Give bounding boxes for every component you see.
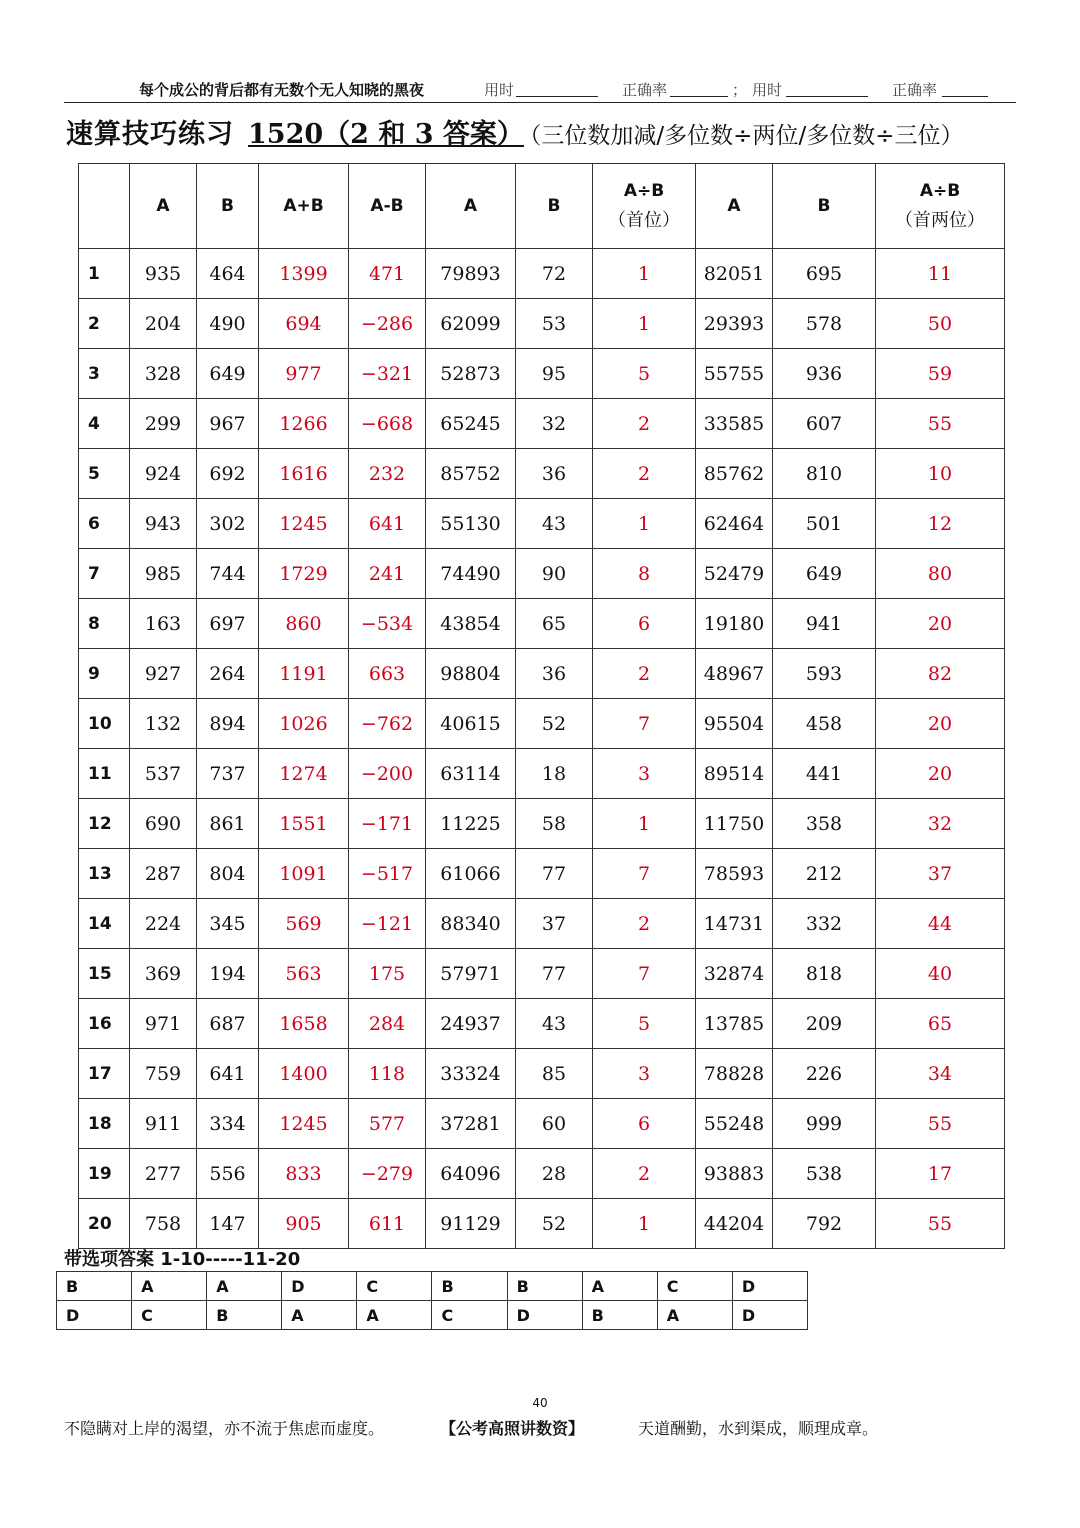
title-code: 1520（2 和 3 答案） bbox=[248, 119, 524, 150]
b1-cell: 894 bbox=[197, 699, 259, 749]
quotient-first-answer-cell: 3 bbox=[593, 749, 696, 799]
row-index-cell: 12 bbox=[79, 799, 130, 849]
b3-cell: 332 bbox=[773, 899, 876, 949]
option-cell: A bbox=[207, 1272, 282, 1301]
b3-cell: 209 bbox=[773, 999, 876, 1049]
a1-cell: 537 bbox=[130, 749, 197, 799]
a2-cell: 61066 bbox=[426, 849, 516, 899]
option-cell: A bbox=[582, 1272, 657, 1301]
quotient-two-answer-cell: 55 bbox=[876, 1199, 1005, 1249]
b2-cell: 53 bbox=[516, 299, 593, 349]
a2-cell: 11225 bbox=[426, 799, 516, 849]
b2-cell: 43 bbox=[516, 499, 593, 549]
diff-answer-cell: −279 bbox=[349, 1149, 426, 1199]
diff-answer-cell: 577 bbox=[349, 1099, 426, 1149]
option-cell: B bbox=[207, 1301, 282, 1330]
diff-answer-cell: 641 bbox=[349, 499, 426, 549]
quotient-first-answer-cell: 8 bbox=[593, 549, 696, 599]
sum-answer-cell: 694 bbox=[259, 299, 349, 349]
row-index-cell: 8 bbox=[79, 599, 130, 649]
b2-cell: 28 bbox=[516, 1149, 593, 1199]
quotient-first-answer-cell: 6 bbox=[593, 1099, 696, 1149]
page-number: 40 bbox=[532, 1396, 548, 1410]
quotient-two-answer-cell: 20 bbox=[876, 699, 1005, 749]
a2-cell: 52873 bbox=[426, 349, 516, 399]
quotient-two-answer-cell: 55 bbox=[876, 399, 1005, 449]
b3-cell: 358 bbox=[773, 799, 876, 849]
b1-cell: 641 bbox=[197, 1049, 259, 1099]
b1-cell: 556 bbox=[197, 1149, 259, 1199]
a1-cell: 924 bbox=[130, 449, 197, 499]
sum-answer-cell: 1274 bbox=[259, 749, 349, 799]
b2-cell: 32 bbox=[516, 399, 593, 449]
diff-answer-cell: 118 bbox=[349, 1049, 426, 1099]
b2-cell: 52 bbox=[516, 1199, 593, 1249]
a1-cell: 299 bbox=[130, 399, 197, 449]
quotient-two-answer-cell: 34 bbox=[876, 1049, 1005, 1099]
quotient-first-answer-cell: 5 bbox=[593, 349, 696, 399]
a1-cell: 927 bbox=[130, 649, 197, 699]
b2-cell: 72 bbox=[516, 249, 593, 299]
quotient-first-answer-cell: 1 bbox=[593, 1199, 696, 1249]
row-index-cell: 4 bbox=[79, 399, 130, 449]
a3-cell: 82051 bbox=[696, 249, 773, 299]
b3-cell: 212 bbox=[773, 849, 876, 899]
diff-answer-cell: −517 bbox=[349, 849, 426, 899]
a1-cell: 943 bbox=[130, 499, 197, 549]
row-index-cell: 15 bbox=[79, 949, 130, 999]
option-cell: B bbox=[507, 1272, 582, 1301]
a3-cell: 44204 bbox=[696, 1199, 773, 1249]
table-row bbox=[79, 749, 1005, 799]
table-row bbox=[79, 799, 1005, 849]
row-index-cell: 20 bbox=[79, 1199, 130, 1249]
sum-answer-cell: 860 bbox=[259, 599, 349, 649]
a2-cell: 33324 bbox=[426, 1049, 516, 1099]
quotient-two-answer-cell: 59 bbox=[876, 349, 1005, 399]
b3-cell: 458 bbox=[773, 699, 876, 749]
diff-answer-cell: 284 bbox=[349, 999, 426, 1049]
time-label-1: 用时 bbox=[484, 81, 515, 99]
title-main: 速算技巧练习 bbox=[66, 119, 234, 150]
a3-cell: 14731 bbox=[696, 899, 773, 949]
header-a1: A bbox=[130, 164, 197, 249]
sum-answer-cell: 1191 bbox=[259, 649, 349, 699]
sum-answer-cell: 1266 bbox=[259, 399, 349, 449]
a3-cell: 32874 bbox=[696, 949, 773, 999]
options-answer-table bbox=[56, 1271, 808, 1330]
sum-answer-cell: 1245 bbox=[259, 499, 349, 549]
b3-cell: 792 bbox=[773, 1199, 876, 1249]
diff-answer-cell: −668 bbox=[349, 399, 426, 449]
quotient-first-answer-cell: 2 bbox=[593, 649, 696, 699]
b1-cell: 737 bbox=[197, 749, 259, 799]
b3-cell: 441 bbox=[773, 749, 876, 799]
quotient-first-answer-cell: 1 bbox=[593, 499, 696, 549]
option-cell: D bbox=[732, 1272, 807, 1301]
diff-answer-cell: 663 bbox=[349, 649, 426, 699]
a3-cell: 29393 bbox=[696, 299, 773, 349]
table-row bbox=[79, 849, 1005, 899]
option-cell: A bbox=[357, 1301, 432, 1330]
table-row bbox=[79, 599, 1005, 649]
options-row bbox=[57, 1301, 808, 1330]
table-row bbox=[79, 399, 1005, 449]
diff-answer-cell: 175 bbox=[349, 949, 426, 999]
quotient-first-answer-cell: 2 bbox=[593, 899, 696, 949]
quotient-two-answer-cell: 80 bbox=[876, 549, 1005, 599]
a3-cell: 95504 bbox=[696, 699, 773, 749]
header-sum: A+B bbox=[259, 164, 349, 249]
header-row bbox=[79, 164, 1005, 249]
header-separator: ； bbox=[732, 81, 748, 99]
quotient-two-answer-cell: 44 bbox=[876, 899, 1005, 949]
b2-cell: 77 bbox=[516, 849, 593, 899]
title-subtitle: （三位数加减/多位数÷两位/多位数÷三位） bbox=[529, 123, 964, 149]
table-row bbox=[79, 249, 1005, 299]
table-row bbox=[79, 699, 1005, 749]
header-b2: B bbox=[516, 164, 593, 249]
quotient-two-answer-cell: 20 bbox=[876, 599, 1005, 649]
b1-cell: 334 bbox=[197, 1099, 259, 1149]
a2-cell: 85752 bbox=[426, 449, 516, 499]
header-b1: B bbox=[197, 164, 259, 249]
footer-middle: 【公考高照讲数资】 bbox=[440, 1419, 585, 1438]
a2-cell: 37281 bbox=[426, 1099, 516, 1149]
row-index-cell: 1 bbox=[79, 249, 130, 299]
quotient-first-answer-cell: 5 bbox=[593, 999, 696, 1049]
a2-cell: 74490 bbox=[426, 549, 516, 599]
quotient-first-answer-cell: 1 bbox=[593, 299, 696, 349]
row-index-cell: 9 bbox=[79, 649, 130, 699]
header-a2: A bbox=[426, 164, 516, 249]
time-label-2: 用时 bbox=[752, 81, 783, 99]
a1-cell: 132 bbox=[130, 699, 197, 749]
a1-cell: 911 bbox=[130, 1099, 197, 1149]
sum-answer-cell: 1551 bbox=[259, 799, 349, 849]
sum-answer-cell: 1616 bbox=[259, 449, 349, 499]
a2-cell: 64096 bbox=[426, 1149, 516, 1199]
a1-cell: 759 bbox=[130, 1049, 197, 1099]
sum-answer-cell: 833 bbox=[259, 1149, 349, 1199]
footer-right: 天道酬勤，水到渠成，顺理成章。 bbox=[638, 1419, 879, 1438]
quotient-first-answer-cell: 1 bbox=[593, 249, 696, 299]
b2-cell: 77 bbox=[516, 949, 593, 999]
a1-cell: 163 bbox=[130, 599, 197, 649]
sum-answer-cell: 1245 bbox=[259, 1099, 349, 1149]
quotient-two-answer-cell: 20 bbox=[876, 749, 1005, 799]
a3-cell: 55248 bbox=[696, 1099, 773, 1149]
table-row bbox=[79, 949, 1005, 999]
b1-cell: 744 bbox=[197, 549, 259, 599]
table-row bbox=[79, 349, 1005, 399]
b1-cell: 302 bbox=[197, 499, 259, 549]
b1-cell: 697 bbox=[197, 599, 259, 649]
b2-cell: 60 bbox=[516, 1099, 593, 1149]
b1-cell: 804 bbox=[197, 849, 259, 899]
b1-cell: 967 bbox=[197, 399, 259, 449]
b2-cell: 90 bbox=[516, 549, 593, 599]
b1-cell: 147 bbox=[197, 1199, 259, 1249]
a3-cell: 33585 bbox=[696, 399, 773, 449]
b2-cell: 95 bbox=[516, 349, 593, 399]
option-cell: A bbox=[282, 1301, 357, 1330]
b1-cell: 490 bbox=[197, 299, 259, 349]
page-title bbox=[66, 112, 1026, 151]
option-cell: D bbox=[57, 1301, 132, 1330]
header-quotient-two bbox=[876, 164, 1005, 249]
table-row bbox=[79, 1099, 1005, 1149]
quotient-two-answer-cell: 10 bbox=[876, 449, 1005, 499]
diff-answer-cell: −200 bbox=[349, 749, 426, 799]
a3-cell: 52479 bbox=[696, 549, 773, 599]
diff-answer-cell: −286 bbox=[349, 299, 426, 349]
option-cell: B bbox=[432, 1272, 507, 1301]
sum-answer-cell: 905 bbox=[259, 1199, 349, 1249]
a2-cell: 55130 bbox=[426, 499, 516, 549]
a1-cell: 224 bbox=[130, 899, 197, 949]
a2-cell: 65245 bbox=[426, 399, 516, 449]
sum-answer-cell: 977 bbox=[259, 349, 349, 399]
quotient-first-answer-cell: 1 bbox=[593, 799, 696, 849]
b2-cell: 18 bbox=[516, 749, 593, 799]
row-index-cell: 16 bbox=[79, 999, 130, 1049]
a1-cell: 690 bbox=[130, 799, 197, 849]
a1-cell: 287 bbox=[130, 849, 197, 899]
b2-cell: 52 bbox=[516, 699, 593, 749]
header-quotient-two-label: A÷B bbox=[919, 181, 961, 201]
a2-cell: 24937 bbox=[426, 999, 516, 1049]
quotient-two-answer-cell: 50 bbox=[876, 299, 1005, 349]
diff-answer-cell: −534 bbox=[349, 599, 426, 649]
a3-cell: 85762 bbox=[696, 449, 773, 499]
header-motto: 每个成公的背后都有无数个无人知晓的黑夜 bbox=[139, 81, 425, 99]
header-diff: A-B bbox=[349, 164, 426, 249]
diff-answer-cell: −121 bbox=[349, 899, 426, 949]
header-index bbox=[79, 164, 130, 249]
b1-cell: 464 bbox=[197, 249, 259, 299]
a1-cell: 277 bbox=[130, 1149, 197, 1199]
a3-cell: 48967 bbox=[696, 649, 773, 699]
quotient-two-answer-cell: 12 bbox=[876, 499, 1005, 549]
table-row bbox=[79, 1149, 1005, 1199]
a2-cell: 43854 bbox=[426, 599, 516, 649]
b1-cell: 649 bbox=[197, 349, 259, 399]
diff-answer-cell: 611 bbox=[349, 1199, 426, 1249]
sum-answer-cell: 1400 bbox=[259, 1049, 349, 1099]
quotient-first-answer-cell: 3 bbox=[593, 1049, 696, 1099]
diff-answer-cell: 232 bbox=[349, 449, 426, 499]
quotient-first-answer-cell: 2 bbox=[593, 1149, 696, 1199]
option-cell: D bbox=[282, 1272, 357, 1301]
option-cell: D bbox=[732, 1301, 807, 1330]
option-cell: C bbox=[357, 1272, 432, 1301]
quotient-two-answer-cell: 11 bbox=[876, 249, 1005, 299]
a2-cell: 57971 bbox=[426, 949, 516, 999]
b1-cell: 687 bbox=[197, 999, 259, 1049]
table-row bbox=[79, 549, 1005, 599]
a2-cell: 79893 bbox=[426, 249, 516, 299]
quotient-two-answer-cell: 65 bbox=[876, 999, 1005, 1049]
b2-cell: 85 bbox=[516, 1049, 593, 1099]
row-index-cell: 6 bbox=[79, 499, 130, 549]
b3-cell: 936 bbox=[773, 349, 876, 399]
a1-cell: 204 bbox=[130, 299, 197, 349]
rate-label-1: 正确率 bbox=[622, 81, 668, 99]
a1-cell: 328 bbox=[130, 349, 197, 399]
b3-cell: 226 bbox=[773, 1049, 876, 1099]
b3-cell: 593 bbox=[773, 649, 876, 699]
row-index-cell: 19 bbox=[79, 1149, 130, 1199]
a3-cell: 62464 bbox=[696, 499, 773, 549]
row-index-cell: 13 bbox=[79, 849, 130, 899]
a3-cell: 78593 bbox=[696, 849, 773, 899]
a3-cell: 89514 bbox=[696, 749, 773, 799]
quotient-two-answer-cell: 37 bbox=[876, 849, 1005, 899]
b2-cell: 37 bbox=[516, 899, 593, 949]
row-index-cell: 5 bbox=[79, 449, 130, 499]
diff-answer-cell: −762 bbox=[349, 699, 426, 749]
option-cell: A bbox=[132, 1272, 207, 1301]
sum-answer-cell: 1729 bbox=[259, 549, 349, 599]
row-index-cell: 3 bbox=[79, 349, 130, 399]
b2-cell: 36 bbox=[516, 449, 593, 499]
b1-cell: 861 bbox=[197, 799, 259, 849]
row-index-cell: 10 bbox=[79, 699, 130, 749]
quotient-first-answer-cell: 2 bbox=[593, 399, 696, 449]
sum-answer-cell: 1091 bbox=[259, 849, 349, 899]
option-cell: C bbox=[132, 1301, 207, 1330]
table-row bbox=[79, 649, 1005, 699]
a1-cell: 369 bbox=[130, 949, 197, 999]
a2-cell: 98804 bbox=[426, 649, 516, 699]
row-index-cell: 11 bbox=[79, 749, 130, 799]
sum-answer-cell: 1658 bbox=[259, 999, 349, 1049]
b3-cell: 578 bbox=[773, 299, 876, 349]
b3-cell: 941 bbox=[773, 599, 876, 649]
quotient-first-answer-cell: 6 bbox=[593, 599, 696, 649]
b3-cell: 999 bbox=[773, 1099, 876, 1149]
header-quotient-first bbox=[593, 164, 696, 249]
a3-cell: 13785 bbox=[696, 999, 773, 1049]
a3-cell: 93883 bbox=[696, 1149, 773, 1199]
option-cell: C bbox=[432, 1301, 507, 1330]
option-cell: B bbox=[57, 1272, 132, 1301]
b2-cell: 58 bbox=[516, 799, 593, 849]
a1-cell: 985 bbox=[130, 549, 197, 599]
row-index-cell: 7 bbox=[79, 549, 130, 599]
sum-answer-cell: 569 bbox=[259, 899, 349, 949]
diff-answer-cell: 471 bbox=[349, 249, 426, 299]
a2-cell: 91129 bbox=[426, 1199, 516, 1249]
row-index-cell: 17 bbox=[79, 1049, 130, 1099]
option-cell: C bbox=[657, 1272, 732, 1301]
sum-answer-cell: 563 bbox=[259, 949, 349, 999]
table-row bbox=[79, 1199, 1005, 1249]
header-line bbox=[64, 76, 1016, 103]
header-a3: A bbox=[696, 164, 773, 249]
a2-cell: 40615 bbox=[426, 699, 516, 749]
b2-cell: 65 bbox=[516, 599, 593, 649]
quotient-two-answer-cell: 82 bbox=[876, 649, 1005, 699]
row-index-cell: 2 bbox=[79, 299, 130, 349]
quotient-two-answer-cell: 55 bbox=[876, 1099, 1005, 1149]
a3-cell: 19180 bbox=[696, 599, 773, 649]
b3-cell: 538 bbox=[773, 1149, 876, 1199]
b3-cell: 607 bbox=[773, 399, 876, 449]
b2-cell: 43 bbox=[516, 999, 593, 1049]
rate-label-2: 正确率 bbox=[892, 81, 938, 99]
a3-cell: 78828 bbox=[696, 1049, 773, 1099]
diff-answer-cell: −321 bbox=[349, 349, 426, 399]
sum-answer-cell: 1399 bbox=[259, 249, 349, 299]
diff-answer-cell: −171 bbox=[349, 799, 426, 849]
b3-cell: 695 bbox=[773, 249, 876, 299]
a2-cell: 62099 bbox=[426, 299, 516, 349]
b1-cell: 264 bbox=[197, 649, 259, 699]
options-row bbox=[57, 1272, 808, 1301]
a2-cell: 88340 bbox=[426, 899, 516, 949]
quotient-first-answer-cell: 2 bbox=[593, 449, 696, 499]
a1-cell: 758 bbox=[130, 1199, 197, 1249]
b3-cell: 501 bbox=[773, 499, 876, 549]
option-cell: B bbox=[582, 1301, 657, 1330]
quotient-first-answer-cell: 7 bbox=[593, 949, 696, 999]
row-index-cell: 18 bbox=[79, 1099, 130, 1149]
table-row bbox=[79, 499, 1005, 549]
table-row bbox=[79, 899, 1005, 949]
quotient-two-answer-cell: 17 bbox=[876, 1149, 1005, 1199]
a2-cell: 63114 bbox=[426, 749, 516, 799]
a1-cell: 935 bbox=[130, 249, 197, 299]
b1-cell: 194 bbox=[197, 949, 259, 999]
quotient-two-answer-cell: 32 bbox=[876, 799, 1005, 849]
a3-cell: 11750 bbox=[696, 799, 773, 849]
quotient-first-answer-cell: 7 bbox=[593, 849, 696, 899]
b2-cell: 36 bbox=[516, 649, 593, 699]
b1-cell: 692 bbox=[197, 449, 259, 499]
table-row bbox=[79, 299, 1005, 349]
footer-left: 不隐瞒对上岸的渴望，亦不流于焦虑而虚度。 bbox=[64, 1419, 385, 1438]
sum-answer-cell: 1026 bbox=[259, 699, 349, 749]
quotient-first-answer-cell: 7 bbox=[593, 699, 696, 749]
header-quotient-first-label: A÷B bbox=[623, 181, 665, 201]
quotient-two-answer-cell: 40 bbox=[876, 949, 1005, 999]
row-index-cell: 14 bbox=[79, 899, 130, 949]
options-title: 带选项答案 1-10-----11-20 bbox=[64, 1249, 301, 1270]
option-cell: A bbox=[657, 1301, 732, 1330]
b3-cell: 818 bbox=[773, 949, 876, 999]
header-quotient-first-sub: （首位） bbox=[608, 210, 680, 231]
table-row bbox=[79, 999, 1005, 1049]
b1-cell: 345 bbox=[197, 899, 259, 949]
b3-cell: 810 bbox=[773, 449, 876, 499]
option-cell: D bbox=[507, 1301, 582, 1330]
table-row bbox=[79, 1049, 1005, 1099]
b3-cell: 649 bbox=[773, 549, 876, 599]
a3-cell: 55755 bbox=[696, 349, 773, 399]
diff-answer-cell: 241 bbox=[349, 549, 426, 599]
header-b3: B bbox=[773, 164, 876, 249]
header-quotient-two-sub: （首两位） bbox=[895, 210, 985, 231]
practice-table bbox=[78, 163, 1005, 1249]
table-row bbox=[79, 449, 1005, 499]
a1-cell: 971 bbox=[130, 999, 197, 1049]
